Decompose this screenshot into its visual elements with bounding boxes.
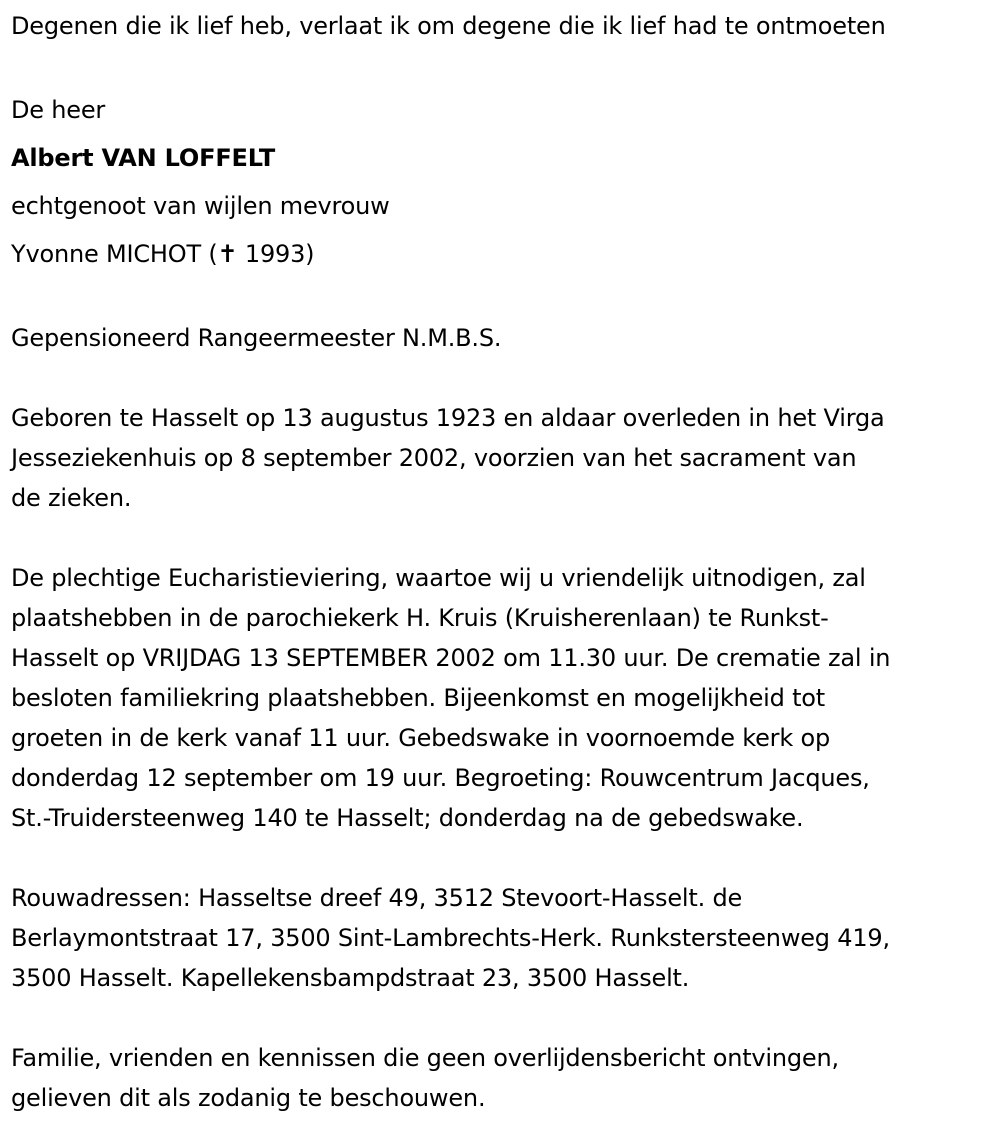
paragraph-line: 3500 Hasselt. Kapellekensbampdstraat 23, 3500 Hasselt.: [11, 964, 690, 992]
paragraph-line: Jesseziekenhuis op 8 september 2002, voorzien van het sacrament van: [11, 444, 857, 472]
notice-paragraph: [11, 1038, 993, 1118]
paragraph-line: De plechtige Eucharistieviering, waartoe wij u vriendelijk uitnodigen, zal: [11, 564, 866, 592]
spacer: [11, 278, 993, 318]
paragraph-line: de zieken.: [11, 484, 132, 512]
paragraph-line: St.-Truidersteenweg 140 te Hasselt; donderdag na de gebedswake.: [11, 804, 804, 832]
addresses-paragraph: [11, 878, 993, 998]
relation-line: echtgenoot van wijlen mevrouw: [11, 192, 390, 220]
paragraph-line: Familie, vrienden en kennissen die geen overlijdensbericht ontvingen,: [11, 1044, 839, 1072]
spouse-paren-open: (: [208, 240, 218, 268]
spacer: [11, 46, 993, 86]
spacer: [11, 358, 993, 398]
paragraph-line: plaatshebben in de parochiekerk H. Kruis (Kruisherenlaan) te Runkst-: [11, 604, 829, 632]
spouse-paren-close: ): [305, 240, 315, 268]
spacer: [11, 838, 993, 878]
spacer: [11, 998, 993, 1038]
paragraph-line: donderdag 12 september om 19 uur. Begroeting: Rouwcentrum Jacques,: [11, 764, 870, 792]
ceremony-paragraph: [11, 558, 993, 838]
spouse-death-year: 1993: [244, 240, 306, 268]
honorific: De heer: [11, 96, 106, 124]
birth-death-paragraph: [11, 398, 993, 518]
paragraph-line: Rouwadressen: Hasseltse dreef 49, 3512 Stevoort-Hasselt. de: [11, 884, 743, 912]
spouse-name: Yvonne MICHOT: [11, 240, 201, 268]
deceased-name: Albert VAN LOFFELT: [11, 144, 275, 172]
paragraph-line: Geboren te Hasselt op 13 augustus 1923 en aldaar overleden in het Virga: [11, 404, 885, 432]
obituary-document: [11, 0, 993, 1118]
paragraph-line: gelieven dit als zodanig te beschouwen.: [11, 1084, 486, 1112]
cross-icon: ✝: [217, 240, 238, 268]
spouse-line: [11, 230, 993, 278]
motto-line: Degenen die ik lief heb, verlaat ik om degene die ik lief had te ontmoeten: [11, 12, 886, 40]
profession-line: Gepensioneerd Rangeermeester N.M.B.S.: [11, 324, 502, 352]
paragraph-line: groeten in de kerk vanaf 11 uur. Gebedswake in voornoemde kerk op: [11, 724, 830, 752]
paragraph-line: besloten familiekring plaatshebben. Bijeenkomst en mogelijkheid tot: [11, 684, 825, 712]
paragraph-line: Hasselt op VRIJDAG 13 SEPTEMBER 2002 om 11.30 uur. De crematie zal in: [11, 644, 891, 672]
spacer: [11, 518, 993, 558]
paragraph-line: Berlaymontstraat 17, 3500 Sint-Lambrechts-Herk. Runkstersteenweg 419,: [11, 924, 890, 952]
